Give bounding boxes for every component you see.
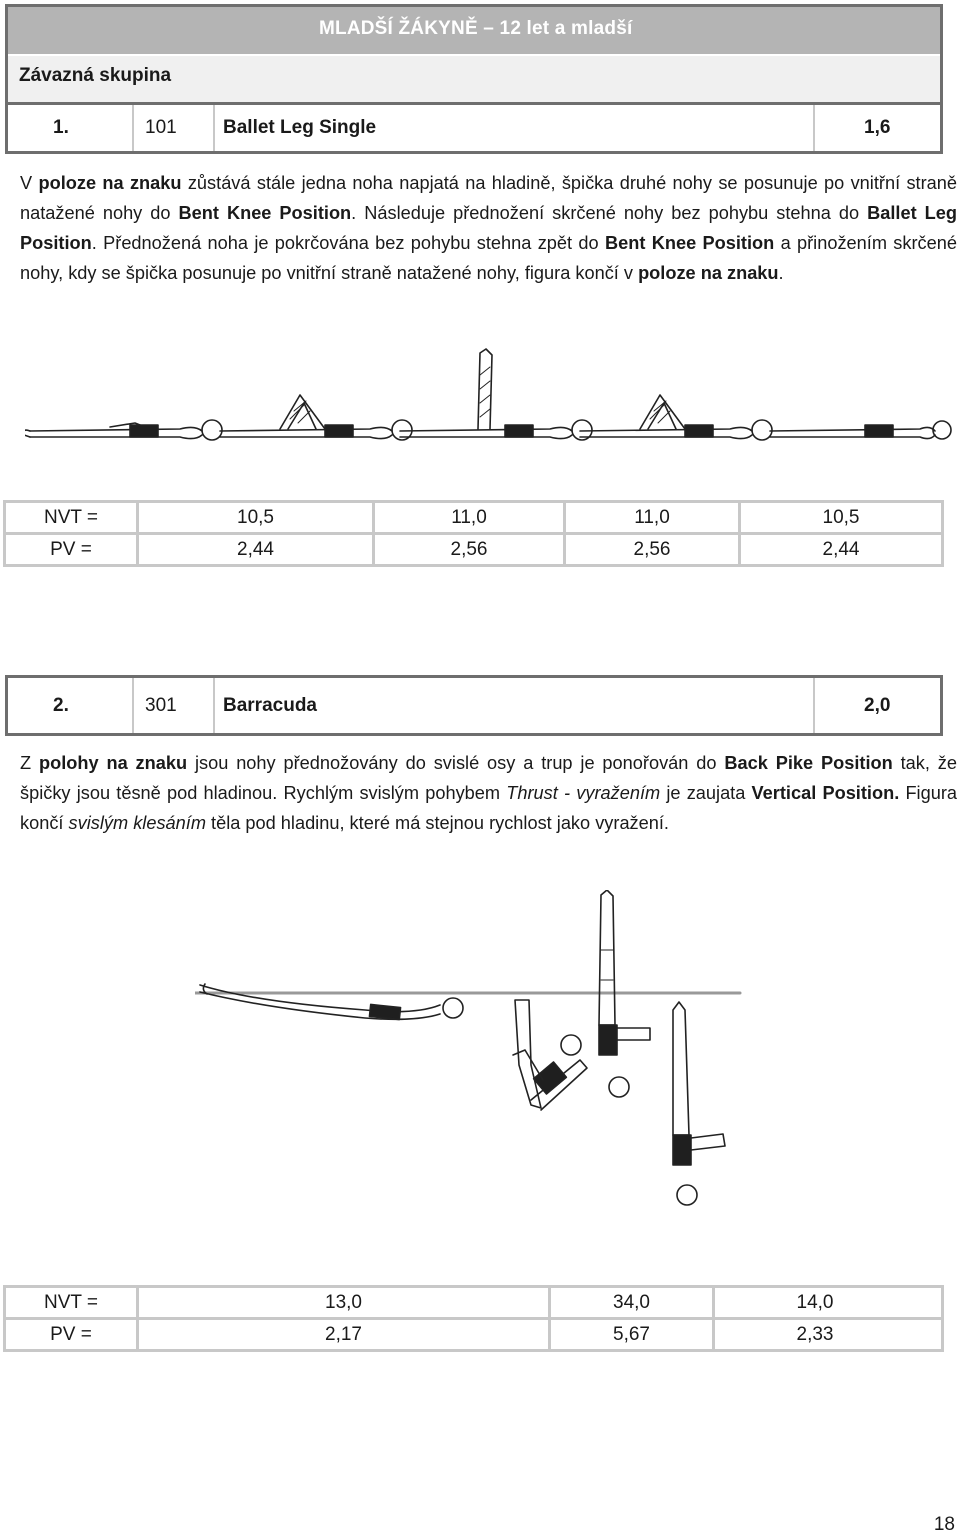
- description-run: Ballet Leg Position: [20, 203, 957, 253]
- description-run: poloze na znaku: [638, 263, 779, 283]
- page-number: 18: [933, 1514, 955, 1535]
- nvt-value: 10,5: [237, 506, 274, 528]
- divider: [213, 105, 215, 151]
- nvt-value: 34,0: [613, 1291, 650, 1313]
- category-header: [5, 4, 943, 154]
- figure-1-description: [20, 168, 957, 288]
- pv-row: [6, 1320, 941, 1349]
- description-run: Figura končí: [20, 783, 957, 833]
- group-label: Závazná skupina: [19, 65, 172, 86]
- nvt-value: 11,0: [451, 506, 487, 528]
- pv-value: 2,33: [796, 1323, 834, 1345]
- swimmer-bent-knee-icon: [580, 395, 772, 440]
- divider: [813, 678, 815, 733]
- figure-name: Barracuda: [223, 694, 317, 716]
- pv-label: PV =: [50, 538, 92, 560]
- description-run: Bent Knee Position: [604, 233, 775, 253]
- figure-1-score-table: [3, 500, 944, 567]
- nvt-value: 11,0: [634, 506, 670, 528]
- pv-value: 2,44: [237, 538, 274, 560]
- description-run: . Následuje přednožení skrčené nohy bez pohybu stehna do: [351, 203, 868, 223]
- description-run: zůstává stále jedna noha napjatá na hladině, špička druhé nohy se posunuje po vnitřní straně natažené nohy do: [20, 173, 958, 223]
- pv-value: 2,44: [822, 538, 860, 560]
- barracuda-illustration: [195, 890, 755, 1220]
- description-run: .: [778, 263, 784, 283]
- description-run: Back Pike Position: [724, 753, 893, 773]
- description-run: V: [20, 173, 39, 193]
- figure-2-header-row: [5, 675, 943, 736]
- swimmer-floating-icon: [200, 984, 463, 1020]
- nvt-value: 14,0: [796, 1291, 834, 1313]
- nvt-row: [6, 1288, 941, 1317]
- description-run: polohy na znaku: [38, 753, 188, 773]
- figure-2-score-table: [3, 1285, 944, 1352]
- description-run: těla pod hladinu, které má stejnou rychlost jako vyražení.: [205, 813, 669, 833]
- divider: [813, 105, 815, 151]
- pv-value: 2,56: [633, 538, 671, 560]
- description-run: a přinožením skrčené nohy, kdy se špička posunuje po vnitřní straně natažené nohy, figura končí v: [20, 233, 957, 283]
- nvt-value: 13,0: [325, 1291, 362, 1313]
- nvt-value: 10,5: [822, 506, 860, 528]
- figure-difficulty: 2,0: [864, 694, 891, 716]
- nvt-label: NVT =: [43, 506, 99, 528]
- description-run: tak, že špičky jsou těsně pod hladinou. Rychlým svislým pohybem: [20, 753, 957, 803]
- description-run: Bent Knee Position: [178, 203, 352, 223]
- figure-code: 301: [145, 694, 177, 716]
- figure-code: 101: [145, 117, 177, 138]
- swimmer-ballet-leg-icon: [400, 349, 592, 440]
- swimmer-back-pike-icon: [513, 1000, 587, 1110]
- pv-value: 2,17: [325, 1323, 362, 1345]
- description-run: jsou nohy přednožovány do svislé osy a trup je ponořován do: [187, 753, 725, 773]
- pv-label: PV =: [50, 1323, 92, 1345]
- ballet-leg-illustration: [25, 345, 955, 455]
- divider: [132, 105, 134, 151]
- description-run: je zaujata: [660, 783, 752, 803]
- figure-2-description: [20, 748, 957, 838]
- pv-value: 2,56: [450, 538, 488, 560]
- divider: [213, 678, 215, 733]
- category-title: MLADŠÍ ŽÁKYNĚ – 12 let a mladší: [319, 18, 633, 39]
- figure-number: 2.: [53, 694, 69, 716]
- swimmer-flat-icon: [770, 421, 951, 439]
- figure-number: 1.: [53, 117, 69, 138]
- pv-row: [6, 535, 941, 564]
- description-run: svislým klesáním: [68, 813, 206, 833]
- description-run: Z: [20, 753, 39, 773]
- nvt-label: NVT =: [43, 1291, 99, 1313]
- figure-name: Ballet Leg Single: [223, 117, 377, 138]
- description-run: Vertical Position.: [751, 783, 900, 803]
- pv-value: 5,67: [613, 1323, 650, 1345]
- description-run: poloze na znaku: [38, 173, 182, 193]
- description-run: Thrust - vyražením: [506, 783, 661, 803]
- nvt-row: [6, 503, 941, 532]
- figure-difficulty: 1,6: [864, 117, 891, 138]
- swimmer-sinking-icon: [673, 1002, 725, 1205]
- swimmer-flat-icon: [25, 420, 222, 440]
- swimmer-bent-knee-icon: [220, 395, 412, 440]
- divider: [132, 678, 134, 733]
- figure-1-header-row: [8, 102, 940, 151]
- description-run: . Přednožená noha je pokrčována bez pohybu stehna zpět do: [91, 233, 605, 253]
